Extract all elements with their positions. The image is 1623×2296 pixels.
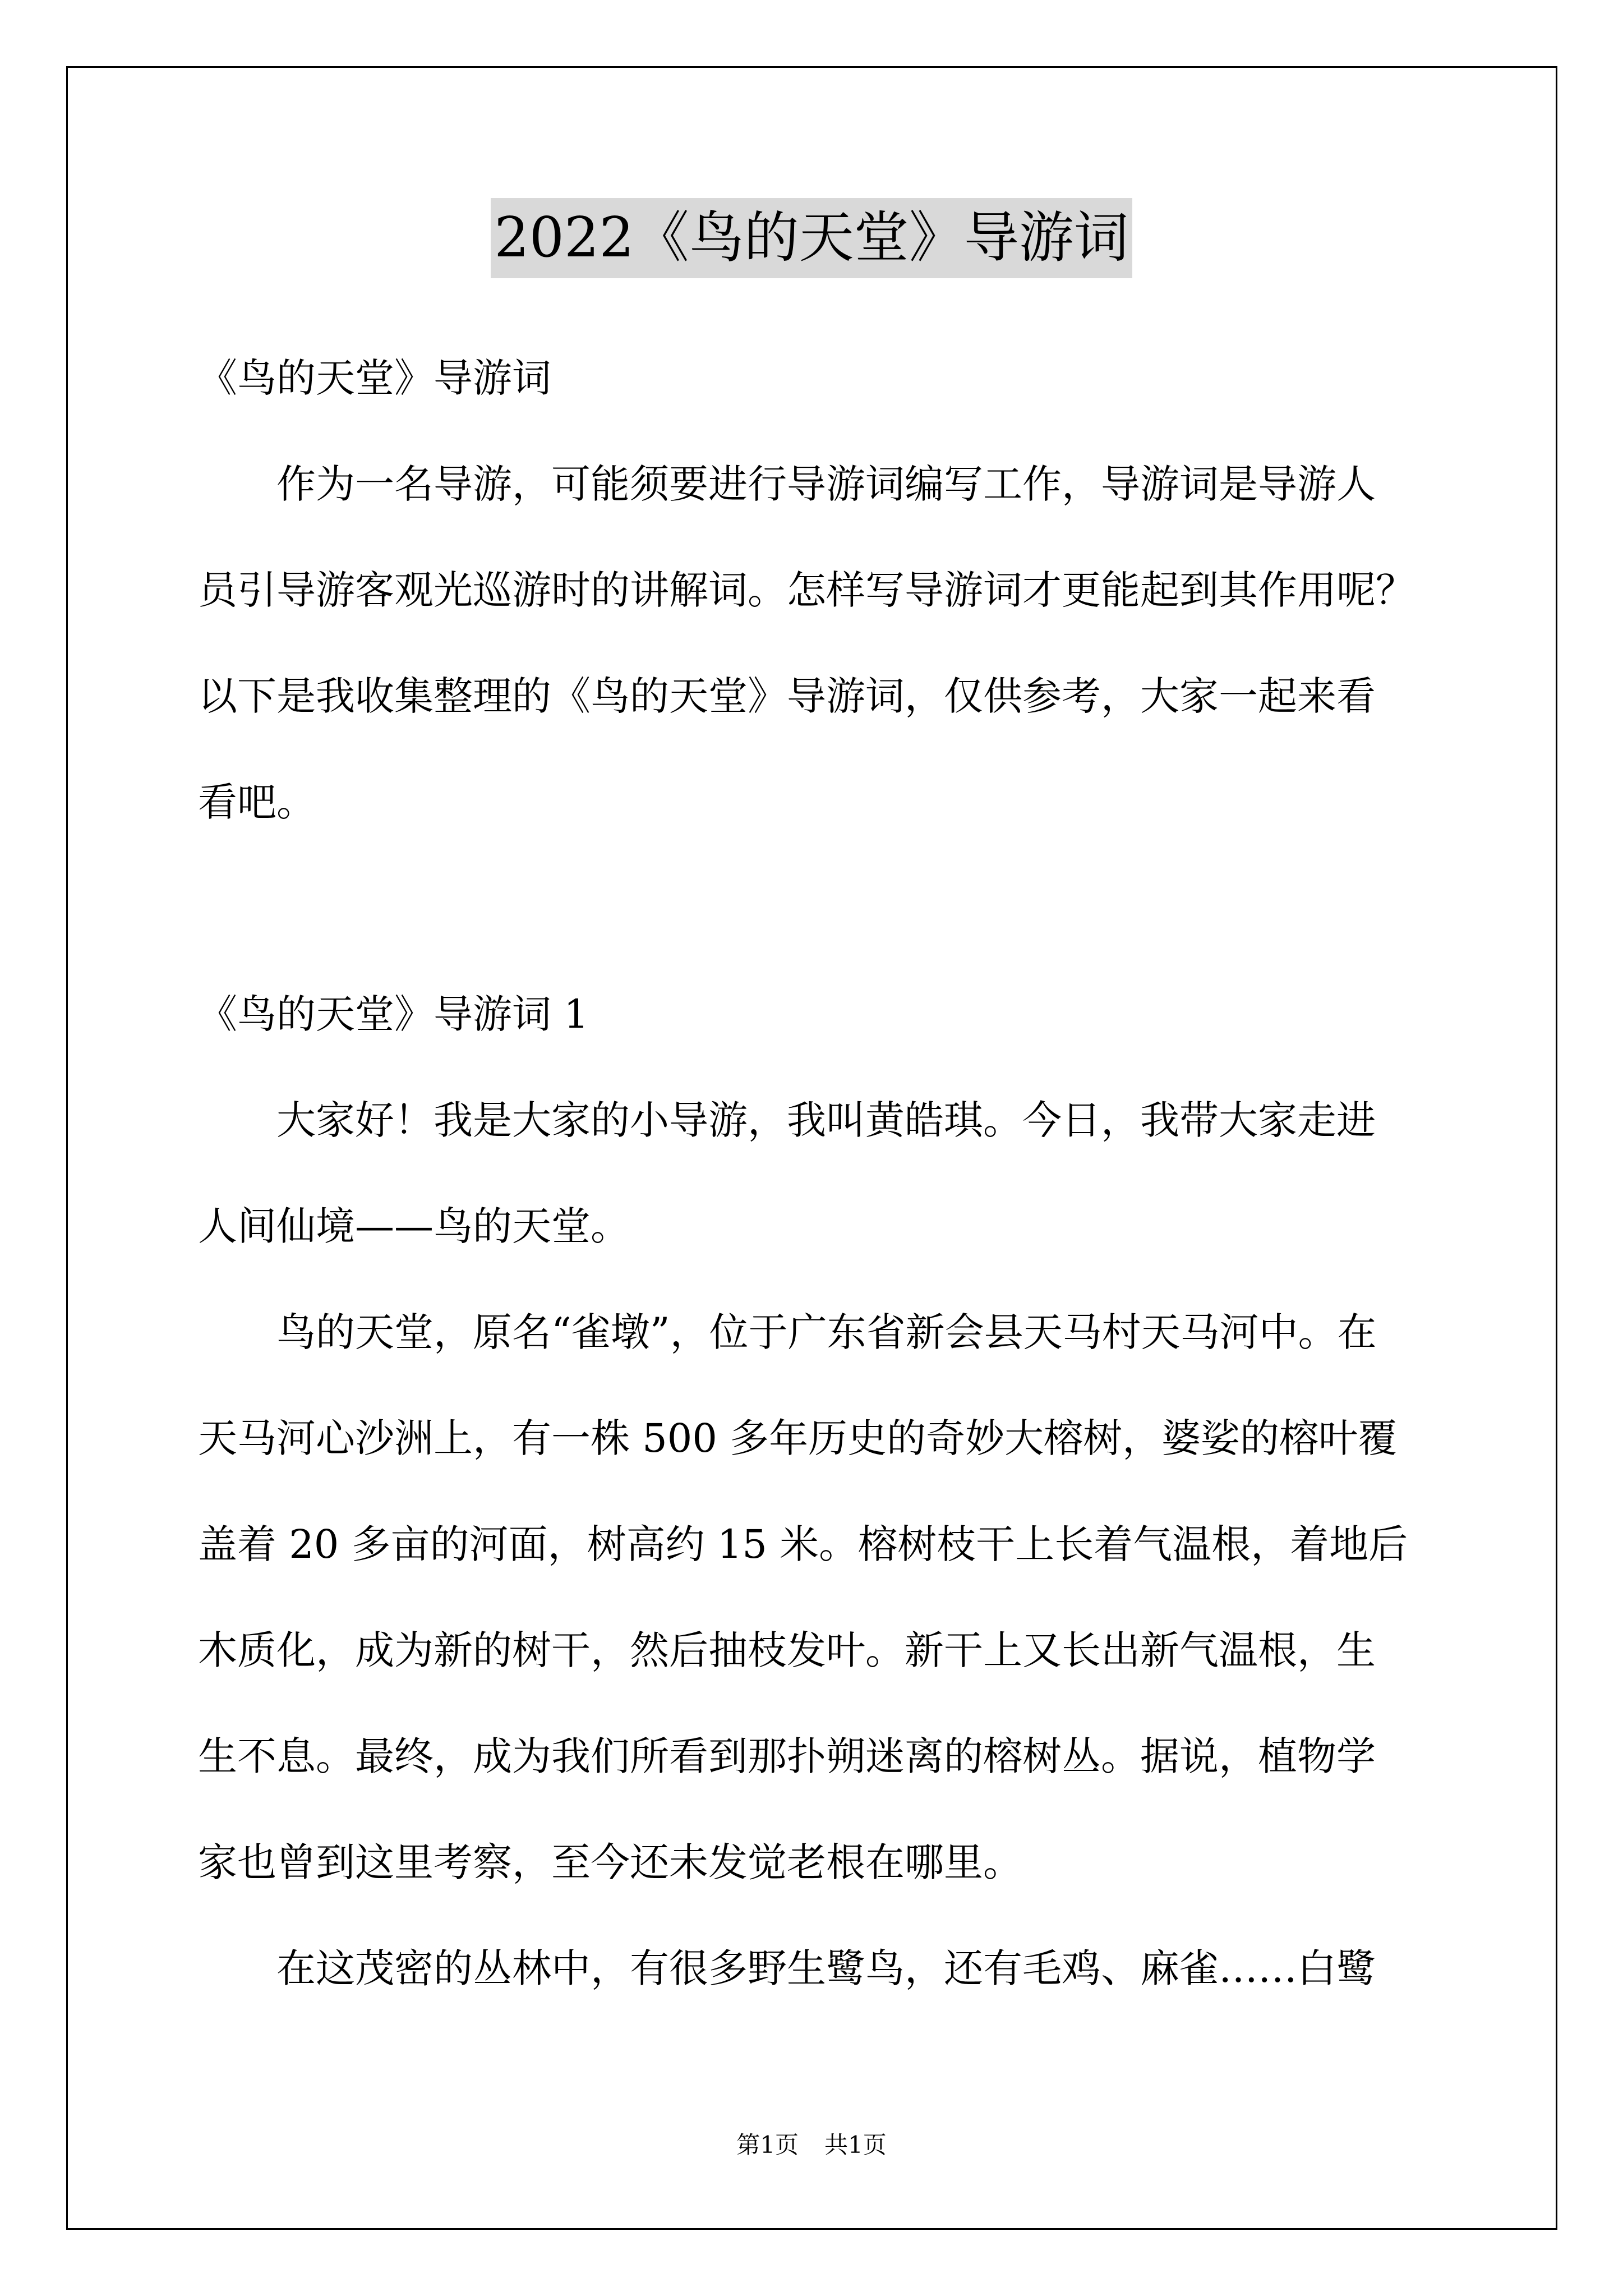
paragraph-line: 大家好！我是大家的小导游，我叫黄皓琪。今日，我带大家走进	[276, 1097, 1376, 1143]
section-intro	[198, 325, 1488, 855]
section-heading: 《鸟的天堂》导游词 1	[198, 991, 589, 1037]
paragraph-line: 作为一名导游，可能须要进行导游词编写工作，导游词是导游人	[276, 461, 1376, 507]
page-total: 共1页	[824, 2131, 887, 2159]
section-guide-1	[198, 961, 1488, 2022]
section-heading: 《鸟的天堂》导游词	[198, 355, 551, 401]
paragraph-line: 家也曾到这里考察，至今还未发觉老根在哪里。	[198, 1839, 1022, 1885]
page-number: 第1页	[736, 2131, 799, 2159]
paragraph-line: 盖着 20 多亩的河面，树高约 15 米。榕树枝干上长着气温根，着地后	[198, 1521, 1408, 1567]
paragraph	[198, 1916, 1488, 2022]
paragraph	[198, 1068, 1488, 1280]
document-body	[198, 325, 1488, 2022]
paragraph-line: 木质化，成为新的树干，然后抽枝发叶。新干上又长出新气温根，生	[198, 1627, 1376, 1673]
paragraph-line: 员引导游客观光巡游时的讲解词。怎样写导游词才更能起到其作用呢？	[198, 567, 1415, 613]
document-title: 2022《鸟的天堂》导游词	[491, 198, 1132, 278]
paragraph	[198, 431, 1488, 855]
paragraph-line: 以下是我收集整理的《鸟的天堂》导游词，仅供参考，大家一起来看	[198, 673, 1376, 719]
paragraph	[198, 1280, 1488, 1916]
page-footer	[0, 2129, 1623, 2161]
title-row	[0, 198, 1623, 278]
paragraph-line: 看吧。	[198, 779, 316, 825]
paragraph-line: 在这茂密的丛林中，有很多野生鹭鸟，还有毛鸡、麻雀……白鹭	[276, 1945, 1376, 1991]
paragraph-line: 人间仙境——鸟的天堂。	[198, 1203, 630, 1249]
paragraph-line: 鸟的天堂，原名“雀墩”，位于广东省新会县天马村天马河中。在	[276, 1309, 1377, 1355]
paragraph-line: 天马河心沙洲上，有一株 500 多年历史的奇妙大榕树，婆娑的榕叶覆	[198, 1415, 1398, 1461]
paragraph-line: 生不息。最终，成为我们所看到那扑朔迷离的榕树丛。据说，植物学	[198, 1733, 1376, 1779]
